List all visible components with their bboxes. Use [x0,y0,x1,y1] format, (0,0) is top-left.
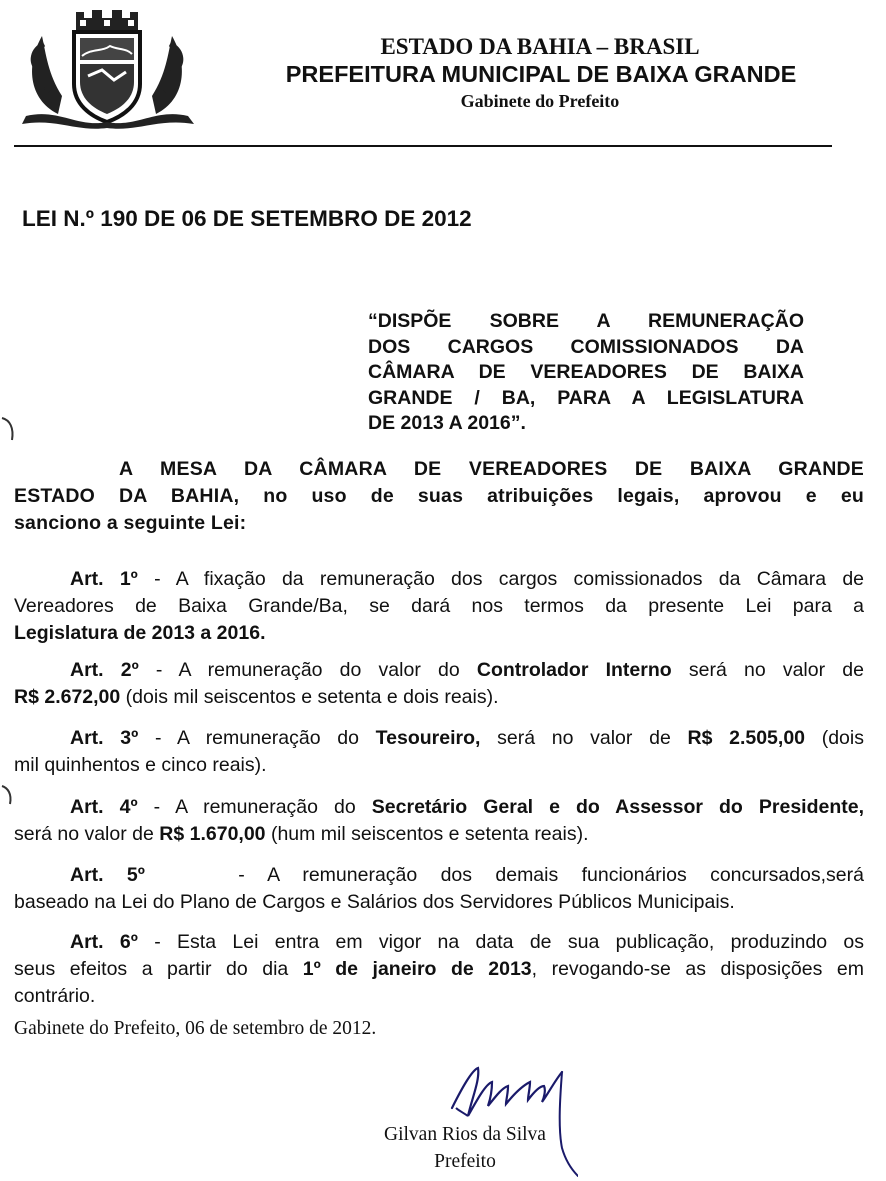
article-text: - A remuneração do [138,727,376,749]
article-emphasis: Legislatura de 2013 a 2016. [14,622,266,644]
article-text: será no valor de [14,823,160,845]
article-label: Art. 5º [70,864,145,886]
article-2 [14,657,864,711]
article-text: , revogando-se as disposições em [531,958,864,980]
article-line: mil quinhentos e cinco reais). [14,754,267,776]
state-heading: ESTADO DA BAHIA – BRASIL [380,34,700,59]
article-line: Vereadores de Baixa Grande/Ba, se dará nos termos da presente Lei para a [14,595,864,617]
municipality-heading: PREFEITURA MUNICIPAL DE BAIXA GRANDE [285,61,797,87]
article-emphasis: Tesoureiro, [375,727,481,749]
article-label: Art. 3º [70,727,139,749]
article-line [14,794,864,821]
article-line [14,821,864,848]
article-amount: R$ 1.670,00 [159,823,266,845]
article-4 [14,794,864,848]
article-amount: R$ 2.505,00 [687,727,806,749]
article-emphasis: Secretário Geral e do Assessor do Presidente, [371,796,865,818]
article-emphasis: 1º de janeiro de 2013 [302,958,532,980]
mayor-role: Prefeito [434,1151,496,1172]
article-emphasis: Controlador Interno [476,659,672,681]
mayor-name: Gilvan Rios da Silva [384,1124,546,1145]
article-label: Art. 4º [70,796,138,818]
scan-artifact [0,780,20,810]
enactment-line: ESTADO DA BAHIA, no uso de suas atribuições legais, aprovou e eu [14,485,864,507]
article-line [14,684,864,711]
article-5 [14,862,864,916]
article-line [14,657,864,684]
enactment-line: sanciono a seguinte Lei: [14,512,247,534]
article-text: será no valor de [671,659,864,681]
enactment-clause [14,456,864,537]
article-line [14,956,864,983]
article-text: (hum mil seiscentos e setenta reais). [265,823,589,845]
article-text: seus efeitos a partir do dia [14,958,303,980]
article-text: será no valor de [480,727,688,749]
scan-artifact [0,410,20,450]
office-heading: Gabinete do Prefeito [460,91,620,111]
article-text: - A fixação da remuneração dos cargos comissionados da Câmara de [137,568,865,590]
article-text: - A remuneração do valor do [138,659,477,681]
article-text: - A remuneração dos demais funcionários concursados,será [144,864,864,886]
article-text: (dois mil seiscentos e setenta e dois reais). [120,686,499,708]
article-3 [14,725,864,779]
law-summary [368,309,804,437]
summary-line: “DISPÕE SOBRE A REMUNERAÇÃO [368,310,804,332]
place-and-date: Gabinete do Prefeito, 06 de setembro de 2012. [14,1018,377,1039]
summary-line: DE 2013 A 2016”. [368,412,526,434]
law-title: LEI N.º 190 DE 06 DE SETEMBRO DE 2012 [22,206,472,231]
article-line [14,725,864,752]
article-amount: R$ 2.672,00 [14,686,121,708]
article-line [14,862,864,889]
article-line [14,929,864,956]
article-1 [14,566,864,647]
article-6 [14,929,864,1010]
summary-line: DOS CARGOS COMISSIONADOS DA [368,335,804,358]
summary-line: CÂMARA DE VEREADORES DE BAIXA [368,361,804,383]
article-text: - A remuneração do [137,796,372,818]
summary-line: GRANDE / BA, PARA A LEGISLATURA [368,386,804,409]
article-text: - Esta Lei entra em vigor na data de sua publicação, produzindo os [137,931,865,953]
article-label: Art. 6º [70,931,138,953]
article-line: baseado na Lei do Plano de Cargos e Salários dos Servidores Públicos Municipais. [14,891,735,913]
article-line [14,566,864,593]
header-divider [14,145,832,147]
municipal-coat-of-arms-icon [18,4,196,132]
enactment-line: A MESA DA CÂMARA DE VEREADORES DE BAIXA GRANDE [119,458,864,480]
article-line [14,620,864,647]
article-text: (dois [805,727,864,749]
article-label: Art. 2º [70,659,139,681]
article-label: Art. 1º [70,568,138,590]
article-line: contrário. [14,985,96,1007]
